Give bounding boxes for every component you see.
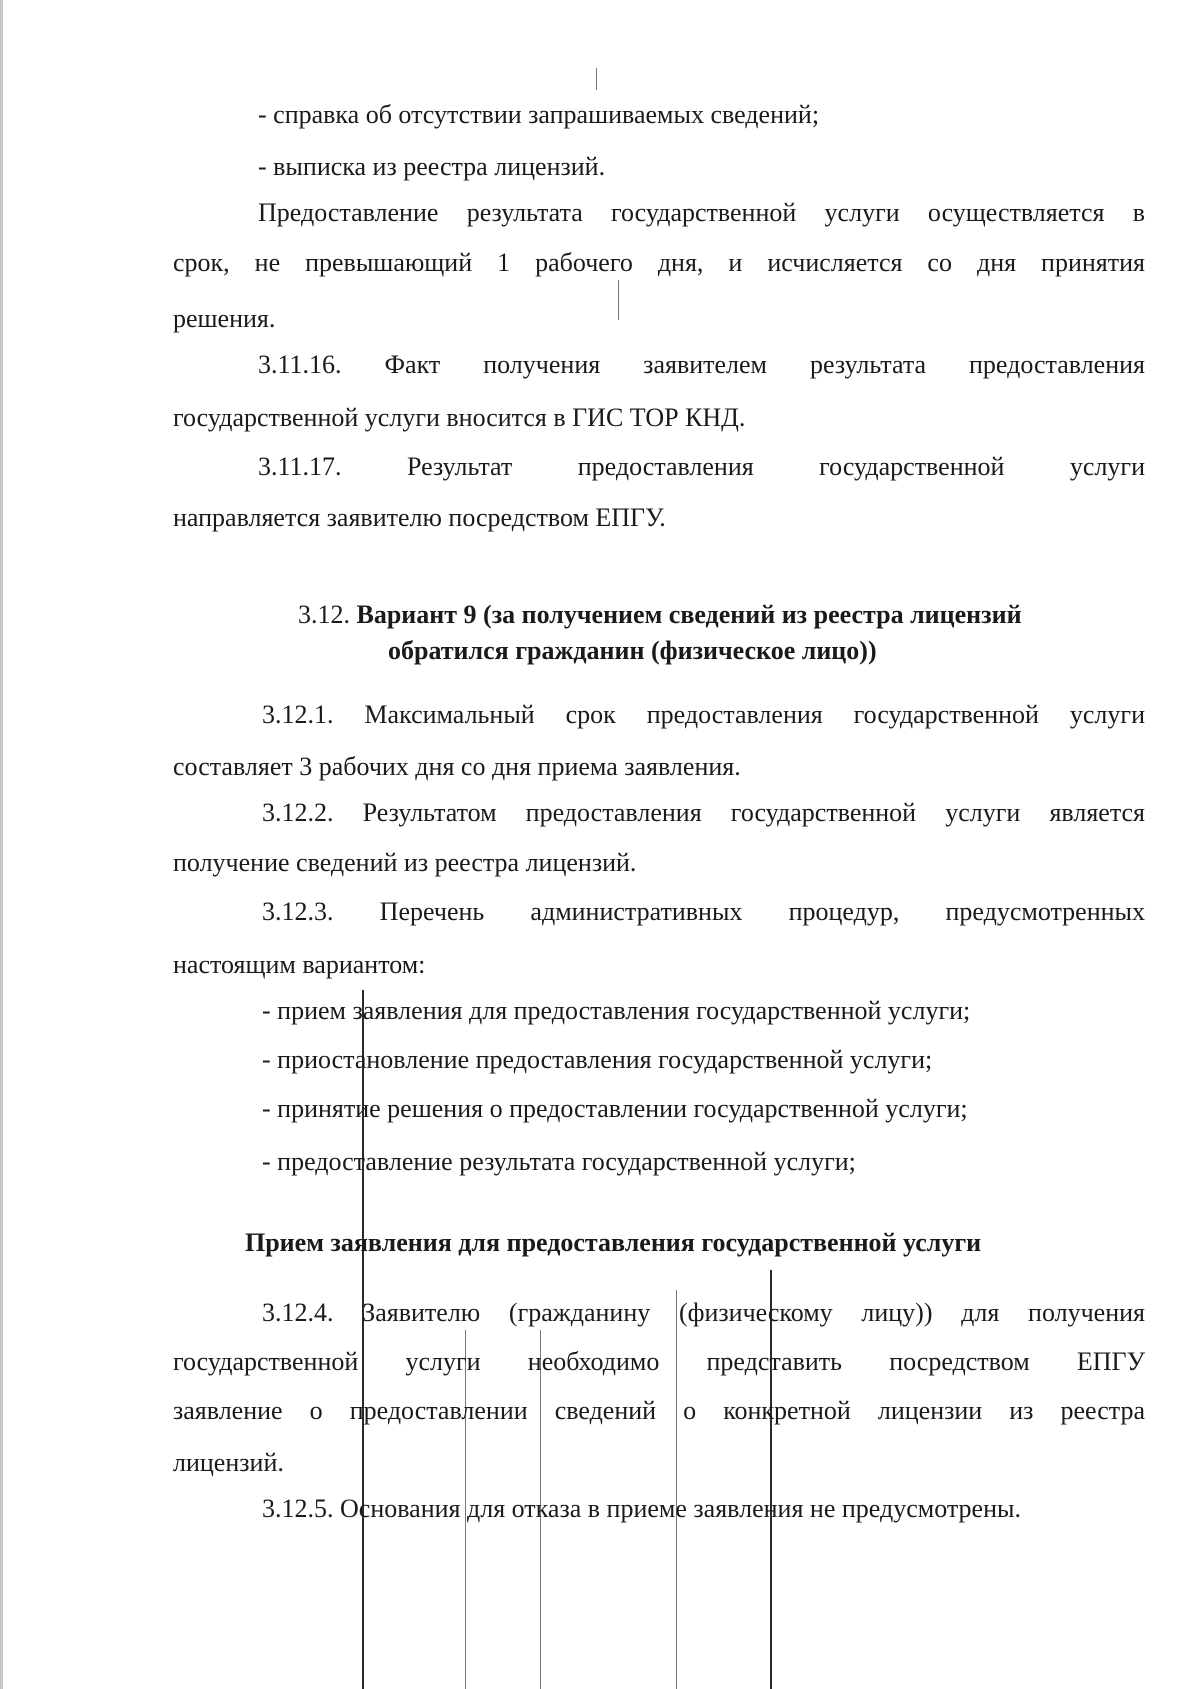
clause-3-12-4: 3.12.4. Заявителю (гражданину (физическому лицу)) для получения	[262, 1298, 1145, 1327]
paragraph-line: решения.	[173, 304, 276, 333]
paragraph-line: Предоставление результата государственной услуги осуществляется в	[258, 198, 1145, 227]
clause-3-12-3-cont: настоящим вариантом:	[173, 950, 426, 979]
scan-artifact-line	[618, 280, 619, 320]
list-item: - прием заявления для предоставления государственной услуги;	[262, 996, 971, 1025]
clause-3-12-4-cont: государственной услуги необходимо представить посредством ЕПГУ	[173, 1347, 1145, 1376]
section-title-cont: обратился гражданин (физическое лицо))	[388, 636, 877, 665]
paragraph-line: срок, не превышающий 1 рабочего дня, и исчисляется со дня принятия	[173, 248, 1145, 277]
list-item: - принятие решения о предоставлении государственной услуги;	[262, 1094, 968, 1123]
section-heading	[298, 600, 1022, 630]
list-item: - предоставление результата государственной услуги;	[262, 1147, 856, 1176]
list-item: - справка об отсутствии запрашиваемых сведений;	[258, 100, 820, 129]
scan-artifact-line	[596, 68, 597, 90]
clause-3-12-5: 3.12.5. Основания для отказа в приеме заявления не предусмотрены.	[262, 1494, 1021, 1523]
clause-3-12-1-cont: составляет 3 рабочих дня со дня приема заявления.	[173, 752, 741, 781]
clause-3-11-17: 3.11.17. Результат предоставления государственной услуги	[258, 452, 1145, 481]
section-number: 3.12.	[298, 600, 350, 629]
clause-3-12-3: 3.12.3. Перечень административных процедур, предусмотренных	[262, 897, 1145, 926]
scan-artifact-line	[770, 1270, 772, 1689]
clause-3-12-2: 3.12.2. Результатом предоставления государственной услуги является	[262, 798, 1145, 827]
list-item: - выписка из реестра лицензий.	[258, 152, 606, 181]
subheading: Прием заявления для предоставления государственной услуги	[245, 1228, 982, 1257]
clause-3-12-2-cont: получение сведений из реестра лицензий.	[173, 848, 637, 877]
clause-3-12-4-cont: заявление о предоставлении сведений о конкретной лицензии из реестра	[173, 1396, 1145, 1425]
clause-3-12-1: 3.12.1. Максимальный срок предоставления государственной услуги	[262, 700, 1145, 729]
clause-3-11-17-cont: направляется заявителю посредством ЕПГУ.	[173, 503, 666, 532]
clause-3-11-16: 3.11.16. Факт получения заявителем результата предоставления	[258, 350, 1145, 379]
clause-3-12-4-cont: лицензий.	[173, 1448, 284, 1477]
clause-3-11-16-cont: государственной услуги вносится в ГИС ТОР КНД.	[173, 403, 746, 432]
list-item: - приостановление предоставления государственной услуги;	[262, 1045, 933, 1074]
section-title: Вариант 9 (за получением сведений из реестра лицензий	[356, 600, 1022, 629]
scan-left-edge	[0, 0, 3, 1689]
